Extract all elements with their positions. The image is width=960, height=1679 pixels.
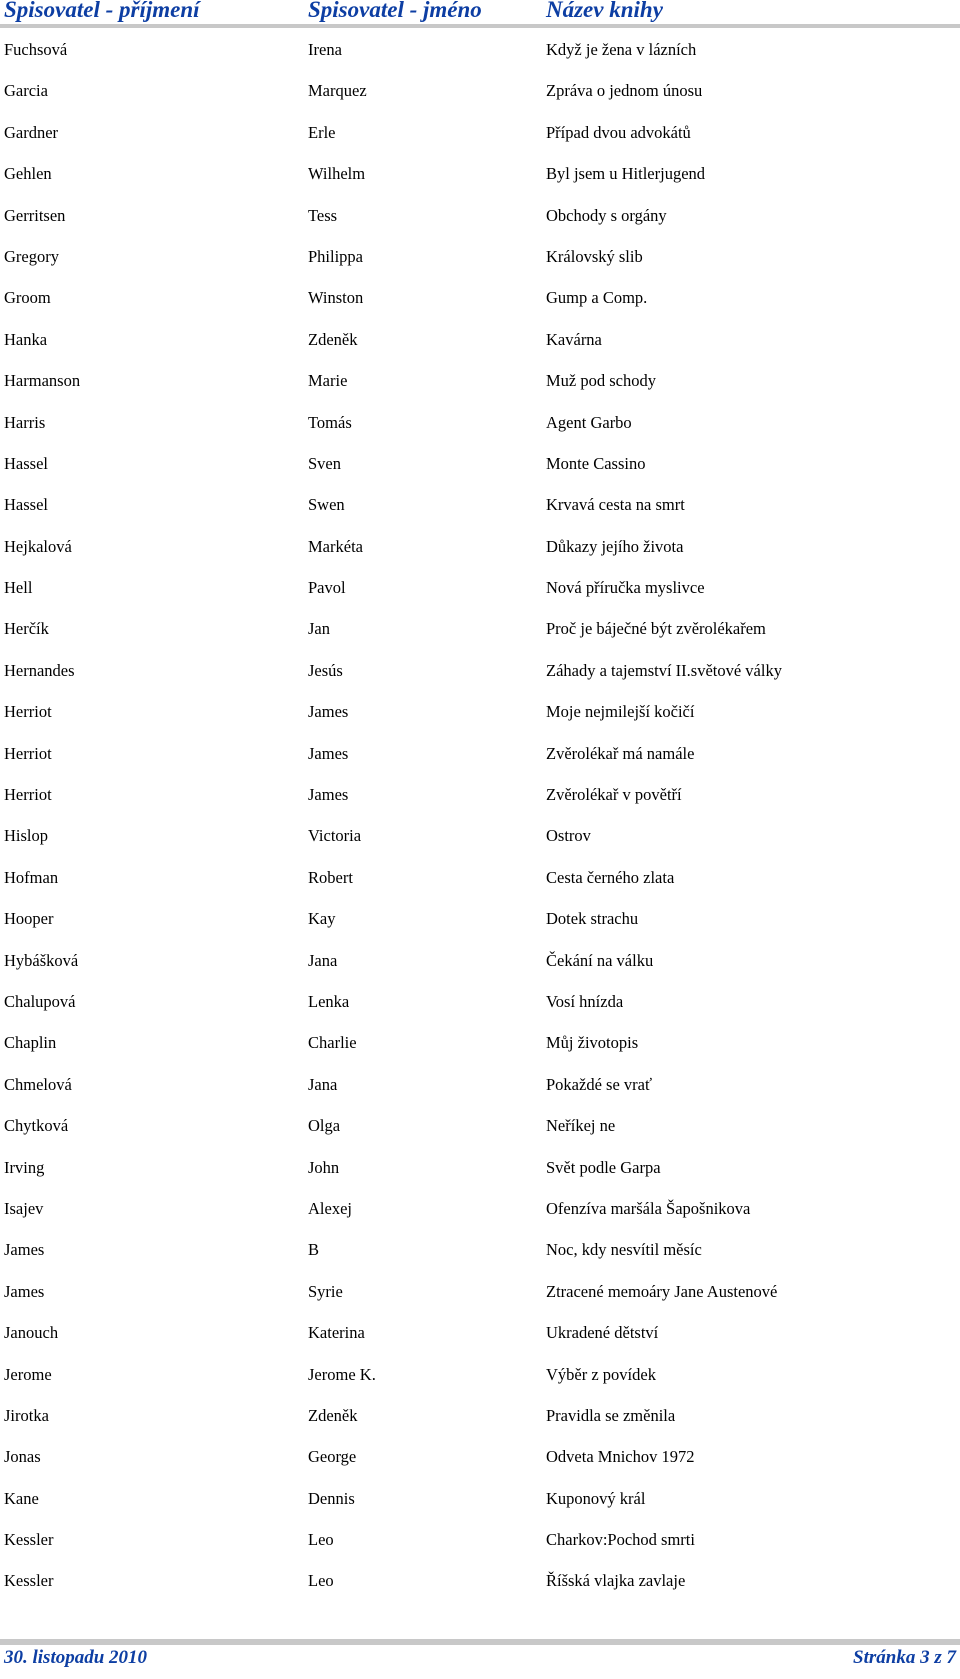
surname-cell: Chaplin <box>4 1033 57 1053</box>
table-row <box>0 1356 960 1397</box>
title-cell: Když je žena v lázních <box>546 40 697 59</box>
title-cell: Výběr z povídek <box>546 1364 656 1384</box>
firstname-cell: Katerina <box>308 1323 365 1343</box>
title-cell: Cesta černého zlata <box>546 867 675 887</box>
firstname-cell: Zdeněk <box>308 1405 358 1425</box>
table-row <box>0 569 960 610</box>
firstname-cell: Dennis <box>308 1488 355 1508</box>
table-row <box>0 1190 960 1231</box>
table-row <box>0 1273 960 1314</box>
surname-cell: Irving <box>4 1157 45 1177</box>
surname-cell: Hybášková <box>4 950 79 970</box>
surname-cell: Kane <box>4 1488 39 1508</box>
firstname-cell: B <box>308 1240 320 1260</box>
title-cell: Ostrov <box>546 826 591 846</box>
table-row <box>0 1562 960 1603</box>
footer-page-number: Stránka 3 z 7 <box>853 1647 956 1668</box>
firstname-cell: Tomás <box>308 412 352 432</box>
title-cell: Ztracené memoáry Jane Austenové <box>546 1281 778 1301</box>
table-row <box>0 321 960 362</box>
firstname-cell: Leo <box>308 1530 334 1550</box>
surname-cell: Hassel <box>4 495 48 515</box>
title-cell: Dotek strachu <box>546 909 639 929</box>
table-row <box>0 1480 960 1521</box>
surname-cell: Hassel <box>4 453 48 473</box>
surname-cell: Hooper <box>4 909 54 929</box>
title-cell: Ofenzíva maršála Šapošnikova <box>546 1198 751 1218</box>
firstname-cell: Tess <box>308 205 338 225</box>
surname-cell: Harmanson <box>4 371 81 391</box>
table-row <box>0 155 960 196</box>
surname-cell: Gehlen <box>4 164 52 184</box>
table-row <box>0 610 960 651</box>
table-row <box>0 942 960 983</box>
surname-cell: Jerome <box>4 1364 52 1384</box>
header-book-title: Název knihy <box>546 0 663 22</box>
firstname-cell: Swen <box>308 495 345 515</box>
surname-cell: Jonas <box>4 1447 41 1467</box>
surname-cell: Gerritsen <box>4 205 66 225</box>
firstname-cell: James <box>308 702 349 722</box>
title-cell: Charkov:Pochod smrti <box>546 1530 695 1550</box>
firstname-cell: Philippa <box>308 246 364 266</box>
table-row <box>0 72 960 113</box>
firstname-cell: Jerome K. <box>308 1364 376 1384</box>
surname-cell: Herriot <box>4 785 52 805</box>
firstname-cell: Olga <box>308 1116 341 1136</box>
firstname-cell: Kay <box>308 909 336 929</box>
table-row <box>0 1107 960 1148</box>
firstname-cell: John <box>308 1157 340 1177</box>
firstname-cell: Jan <box>308 619 330 639</box>
surname-cell: Herčík <box>4 619 49 639</box>
title-cell: Nová příručka myslivce <box>546 578 705 598</box>
title-cell: Čekání na válku <box>546 950 654 970</box>
table-row <box>0 197 960 238</box>
title-cell: Proč je báječné být zvěrolékařem <box>546 619 766 639</box>
surname-cell: James <box>4 1281 45 1301</box>
surname-cell: Hernandes <box>4 660 75 680</box>
table-row <box>0 817 960 858</box>
firstname-cell: Pavol <box>308 578 346 598</box>
table-row <box>0 859 960 900</box>
surname-cell: Kessler <box>4 1571 54 1591</box>
table-row <box>0 31 960 72</box>
title-cell: Případ dvou advokátů <box>546 122 691 142</box>
table-row <box>0 652 960 693</box>
surname-cell: Gregory <box>4 246 59 266</box>
title-cell: Zpráva o jednom únosu <box>546 81 703 101</box>
surname-cell: Chalupová <box>4 991 76 1011</box>
title-cell: Agent Garbo <box>546 412 632 432</box>
firstname-cell: Lenka <box>308 991 350 1011</box>
firstname-cell: Victoria <box>308 826 362 846</box>
title-cell: Pokaždé se vrať <box>546 1074 653 1094</box>
table-row <box>0 1397 960 1438</box>
surname-cell: Fuchsová <box>4 40 68 59</box>
table-row <box>0 1438 960 1479</box>
firstname-cell: Winston <box>308 288 364 308</box>
title-cell: Záhady a tajemství II.světové války <box>546 660 782 680</box>
firstname-cell: Wilhelm <box>308 164 366 184</box>
table-row <box>0 1314 960 1355</box>
surname-cell: Chmelová <box>4 1074 72 1094</box>
title-cell: Obchody s orgány <box>546 205 667 225</box>
table-row <box>0 1231 960 1272</box>
firstname-cell: Zdeněk <box>308 329 358 349</box>
title-cell: Noc, kdy nesvítil měsíc <box>546 1240 702 1260</box>
surname-cell: Harris <box>4 412 46 432</box>
surname-cell: Herriot <box>4 743 52 763</box>
table-row <box>0 776 960 817</box>
title-cell: Byl jsem u Hitlerjugend <box>546 164 706 184</box>
title-cell: Muž pod schody <box>546 371 656 391</box>
table-row <box>0 735 960 776</box>
table-row <box>0 279 960 320</box>
firstname-cell: Marie <box>308 371 348 391</box>
table-row <box>0 362 960 403</box>
firstname-cell: Jana <box>308 950 338 970</box>
table-row <box>0 983 960 1024</box>
surname-cell: Gardner <box>4 122 59 142</box>
title-cell: Královský slib <box>546 246 643 266</box>
firstname-cell: George <box>308 1447 357 1467</box>
firstname-cell: Leo <box>308 1571 334 1591</box>
firstname-cell: Jesús <box>308 660 343 680</box>
title-cell: Neříkej ne <box>546 1116 616 1136</box>
firstname-cell: James <box>308 785 349 805</box>
table-row <box>0 404 960 445</box>
title-cell: Krvavá cesta na smrt <box>546 495 685 515</box>
surname-cell: Garcia <box>4 81 48 101</box>
table-row <box>0 238 960 279</box>
surname-cell: Hofman <box>4 867 59 887</box>
surname-cell: Jirotka <box>4 1405 49 1425</box>
table-row <box>0 900 960 941</box>
title-cell: Moje nejmilejší kočičí <box>546 702 695 722</box>
firstname-cell: Irena <box>308 40 342 59</box>
firstname-cell: James <box>308 743 349 763</box>
surname-cell: Hell <box>4 578 33 598</box>
page-footer <box>0 1639 960 1679</box>
table-row <box>0 1149 960 1190</box>
title-cell: Gump a Comp. <box>546 288 648 308</box>
surname-cell: Hejkalová <box>4 536 72 556</box>
surname-cell: James <box>4 1240 45 1260</box>
header-divider <box>0 24 960 28</box>
surname-cell: Hislop <box>4 826 49 846</box>
table-row <box>0 528 960 569</box>
header-firstname: Spisovatel - jméno <box>308 0 482 22</box>
title-cell: Kuponový král <box>546 1488 646 1508</box>
surname-cell: Janouch <box>4 1323 59 1343</box>
table-row <box>0 486 960 527</box>
title-cell: Můj životopis <box>546 1033 639 1053</box>
firstname-cell: Charlie <box>308 1033 357 1053</box>
title-cell: Odveta Mnichov 1972 <box>546 1447 695 1467</box>
title-cell: Říšská vlajka zavlaje <box>546 1571 686 1591</box>
surname-cell: Groom <box>4 288 51 308</box>
title-cell: Kavárna <box>546 329 602 349</box>
firstname-cell: Robert <box>308 867 353 887</box>
table-row <box>0 1066 960 1107</box>
firstname-cell: Syrie <box>308 1281 343 1301</box>
surname-cell: Herriot <box>4 702 52 722</box>
surname-cell: Isajev <box>4 1198 44 1218</box>
firstname-cell: Alexej <box>308 1198 352 1218</box>
firstname-cell: Marquez <box>308 81 367 101</box>
title-cell: Ukradené dětství <box>546 1323 659 1343</box>
firstname-cell: Sven <box>308 453 341 473</box>
firstname-cell: Erle <box>308 122 336 142</box>
surname-cell: Hanka <box>4 329 48 349</box>
footer-date: 30. listopadu 2010 <box>4 1647 148 1668</box>
title-cell: Vosí hnízda <box>546 991 624 1011</box>
table-row <box>0 1521 960 1562</box>
table-row <box>0 693 960 734</box>
title-cell: Pravidla se změnila <box>546 1405 676 1425</box>
header-surname: Spisovatel - příjmení <box>4 0 200 22</box>
table-row <box>0 445 960 486</box>
table-row <box>0 1024 960 1065</box>
surname-cell: Chytková <box>4 1116 69 1136</box>
title-cell: Monte Cassino <box>546 453 646 473</box>
title-cell: Důkazy jejího života <box>546 536 684 556</box>
firstname-cell: Jana <box>308 1074 338 1094</box>
title-cell: Zvěrolékař v povětří <box>546 785 682 805</box>
firstname-cell: Markéta <box>308 536 363 556</box>
surname-cell: Kessler <box>4 1530 54 1550</box>
book-list <box>0 31 960 1604</box>
title-cell: Zvěrolékař má namále <box>546 743 695 763</box>
title-cell: Svět podle Garpa <box>546 1157 661 1177</box>
table-row <box>0 114 960 155</box>
table-header <box>0 0 960 28</box>
footer-divider <box>0 1639 960 1645</box>
